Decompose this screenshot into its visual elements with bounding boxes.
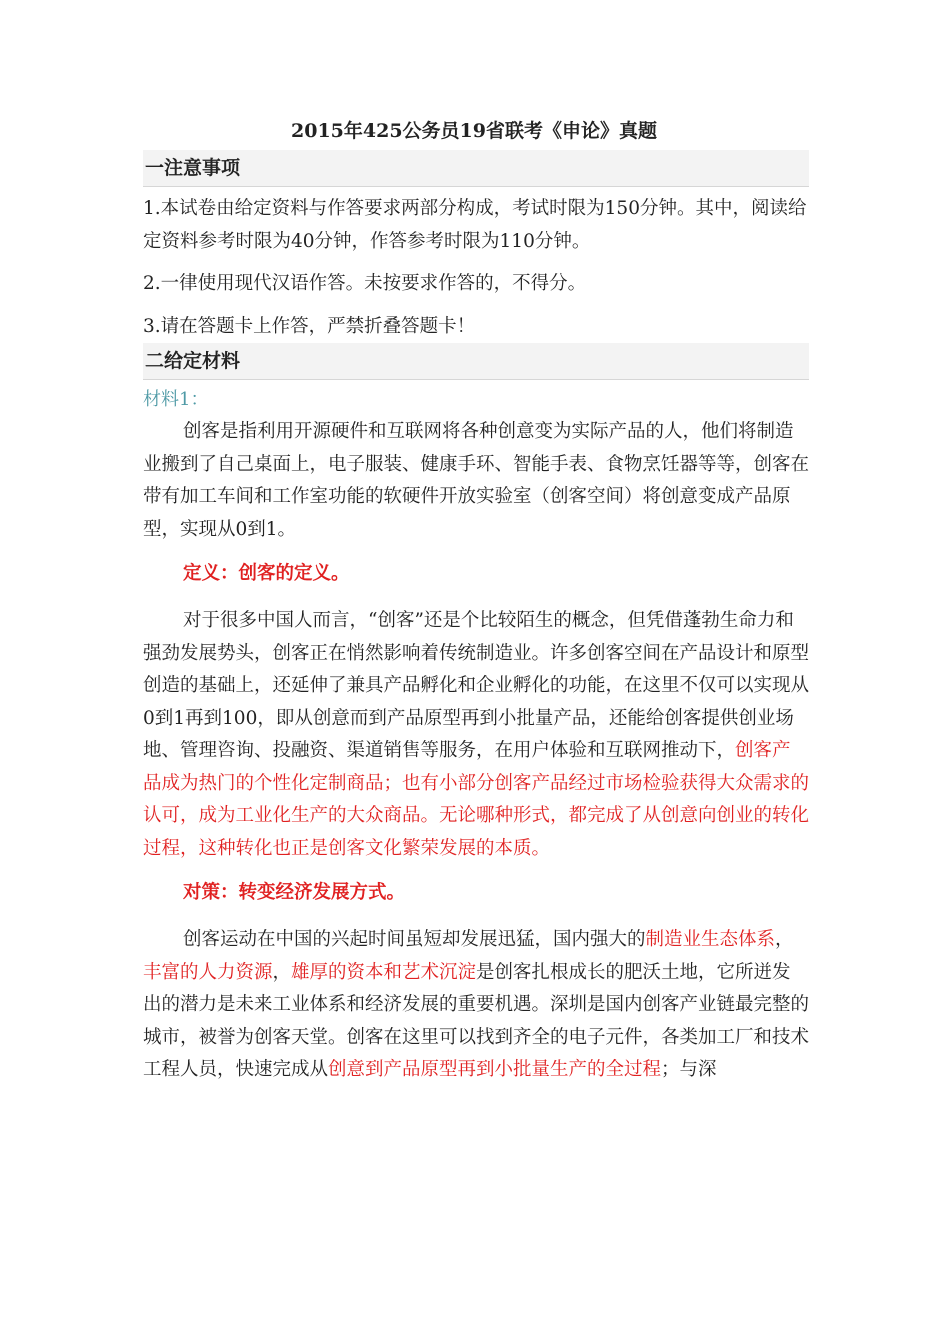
p3-highlight-4: 创意到产品原型再到小批量生产的全过程 [328, 1059, 662, 1080]
p3-text-2: ， [775, 929, 794, 950]
document-title: 2015年425公务员19省联考《申论》真题 [291, 120, 657, 142]
p3-text-5: ；与深 [661, 1059, 717, 1080]
material-paragraph-1: 创客是指利用开源硬件和互联网将各种创意变为实际产品的人，他们将制造业搬到了自己桌面上，电子服装、健康手环、智能手表、食物烹饪器等等，创客在带有加工车间和工作室功能的软硬件开放实验室（创客空间）将创意变成产品原型，实现从0到1。 [143, 421, 810, 540]
document-page [143, 112, 809, 1087]
note-item-3: 3.请在答题卡上作答，严禁折叠答题卡！ [143, 315, 476, 337]
p3-text-3: ， [272, 961, 292, 983]
material-paragraph-2 [143, 605, 809, 865]
definition-heading: 定义：创客的定义。 [183, 563, 350, 584]
p3-highlight-2: 丰富的人力资源 [143, 961, 273, 983]
note-item-1: 1.本试卷由给定资料与作答要求两部分构成，考试时限为150分钟。其中，阅读给定资料参考时限为40分钟，作答参考时限为110分钟。 [143, 198, 807, 252]
note-item-2: 2.一律使用现代汉语作答。未按要求作答的，不得分。 [143, 273, 587, 294]
p3-highlight-3: 雄厚的资本和艺术沉淀 [291, 961, 477, 983]
material-label: 材料1： [143, 389, 209, 410]
paragraph-2-highlight: 创客产品成为热门的个性化定制商品；也有小部分创客产品经过市场检验获得大众需求的认可，成为工业化生产的大众商品。无论哪种形式，都完成了从创意向创业的转化过程，这种转化也正是创客文化繁荣发展的本质。 [143, 740, 810, 859]
section-heading-notes: 一注意事项 [143, 150, 809, 187]
p3-text-4: 是创客扎根成长的肥沃土地，它所迸发出的潜力是未来工业体系和经济发展的重要机遇。深圳是国内创客产业链最完整的城市，被誉为创客天堂。创客在这里可以找到齐全的电子元件，各类加工厂和技术工程人员，快速完成从 [143, 961, 810, 1080]
p3-text-1: 创客运动在中国的兴起时间虽短却发展迅猛，国内强大的 [183, 929, 646, 950]
material-paragraph-3 [143, 924, 809, 1087]
notes-list [143, 187, 809, 343]
paragraph-2-text: 对于很多中国人而言，“创客”还是个比较陌生的概念，但凭借蓬勃生命力和强劲发展势头，创客正在悄然影响着传统制造业。许多创客空间在产品设计和原型创造的基础上，还延伸了兼具产品孵化和企业孵化的功能，在这里不仅可以实现从0到1再到100，即从创意而到产品原型再到小批量产品，还能给创客提供创业场地、管理咨询、投融资、渠道销售等服务，在用户体验和互联网推动下， [143, 610, 810, 761]
section-heading-materials: 二给定材料 [143, 343, 809, 380]
p3-highlight-1: 制造业生态体系 [645, 929, 776, 950]
measure-heading: 对策：转变经济发展方式。 [183, 882, 406, 903]
